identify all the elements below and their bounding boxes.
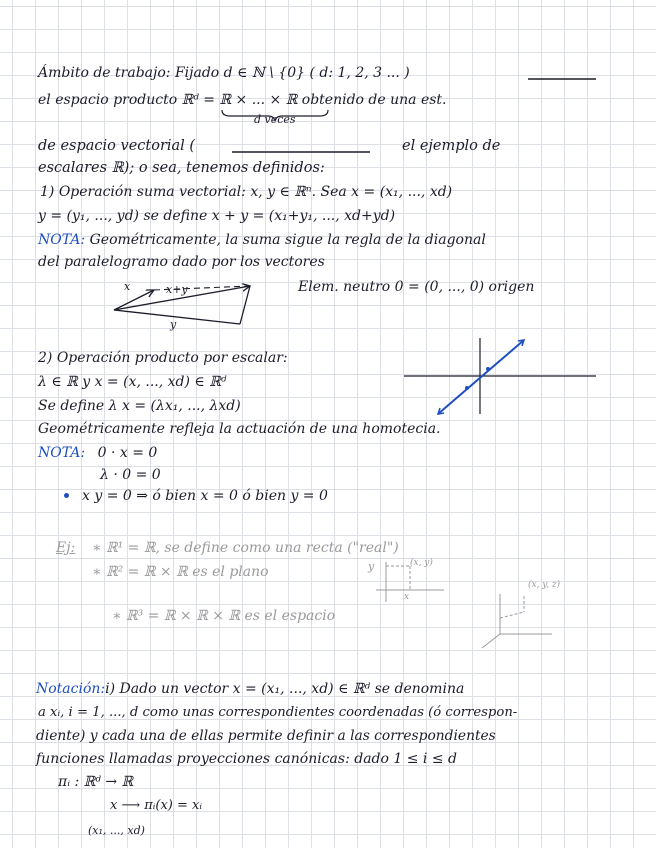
bullet-dot: [64, 493, 69, 498]
notacion-label: Notación:: [36, 681, 106, 697]
vector-y: [114, 310, 240, 324]
header-line-3a: de espacio vectorial (: [38, 138, 196, 154]
notacion-line-5: πᵢ : ℝᵈ → ℝ: [58, 774, 134, 790]
fig-label-xy: x+y: [166, 283, 188, 296]
space-figure: [480, 590, 560, 650]
producto-line-3: Geométricamente refleja la actuación de una homotecia.: [38, 421, 441, 437]
producto-line-2: Se define λ x = (λx₁, ..., λxd): [38, 398, 241, 414]
notacion-line-3: diente) y cada una de ellas permite definir a las correspondientes: [36, 728, 496, 744]
producto-nota-2: λ · 0 = 0: [100, 467, 161, 483]
brace-label: d veces: [254, 113, 296, 126]
parallelogram-figure: [110, 278, 270, 338]
suma-nota: [38, 231, 486, 249]
suma-nota-text: Geométricamente, la suma sigue la regla de la diagonal: [89, 232, 486, 248]
blank-line-1: [528, 77, 598, 81]
fig-label-x: x: [124, 280, 131, 293]
elemento-neutro: Elem. neutro 0 = (0, ..., 0) origen: [298, 279, 535, 295]
suma-line-2: y = (y₁, ..., yd) se define x + y = (x₁+y₁, ..., xd+yd): [38, 208, 396, 224]
notacion-line-4: funciones llamadas proyecciones canónicas: dado 1 ≤ i ≤ d: [36, 751, 457, 767]
ejemplos-label: Ej:: [56, 540, 76, 556]
notacion-text-1: i) Dado un vector x = (x₁, ..., xd) ∈ ℝᵈ se denomina: [105, 681, 465, 697]
producto-nota-1: 0 · x = 0: [97, 445, 158, 461]
ejemplo-3: ∗ ℝ³ = ℝ × ℝ × ℝ es el espacio: [112, 608, 336, 624]
header-line-1: Ámbito de trabajo: Fijado d ∈ ℕ \ {0} ( d: 1, 2, 3 ... ): [38, 65, 410, 81]
header-line-4: escalares ℝ); o sea, tenemos definidos:: [38, 160, 325, 176]
producto-nota-label: NOTA:: [38, 445, 86, 461]
space-label-point: (x, y, z): [528, 580, 561, 590]
producto-title: 2) Operación producto por escalar:: [38, 350, 288, 366]
notacion-line-7: (x₁, ..., xd): [88, 824, 145, 837]
notacion-line-6: x ⟶ πᵢ(x) = xᵢ: [110, 798, 202, 813]
homotecia-figure: [400, 338, 600, 418]
producto-nota: [38, 444, 157, 462]
plane-label-point: (x, y): [410, 558, 433, 568]
fig-label-y: y: [170, 318, 177, 331]
notacion-line-2: a xᵢ, i = 1, ..., d como unas correspondientes coordenadas (ó correspon-: [38, 705, 518, 720]
notacion-line-1: [36, 680, 464, 698]
plane-label-y: y: [368, 560, 375, 573]
ejemplo-1: ∗ ℝ¹ = ℝ, se define como una recta ("real"): [92, 540, 399, 556]
producto-bullet: x y = 0 ⇒ ó bien x = 0 ó bien y = 0: [82, 488, 328, 504]
producto-line-1: λ ∈ ℝ y x = (x, ..., xd) ∈ ℝᵈ: [38, 374, 227, 390]
suma-nota-label: NOTA:: [38, 232, 86, 248]
suma-line-1: 1) Operación suma vectorial: x, y ∈ ℝⁿ. Sea x = (x₁, ..., xd): [40, 184, 453, 200]
plane-label-x: x: [404, 592, 410, 602]
header-line-3b: el ejemplo de: [402, 138, 501, 154]
ejemplo-2: ∗ ℝ² = ℝ × ℝ es el plano: [92, 564, 269, 580]
suma-nota-line-2: del paralelogramo dado por los vectores: [38, 254, 325, 270]
blank-line-2: [232, 150, 372, 154]
header-line-2: el espacio producto ℝᵈ = ℝ × ... × ℝ obtenido de una est.: [38, 92, 447, 108]
